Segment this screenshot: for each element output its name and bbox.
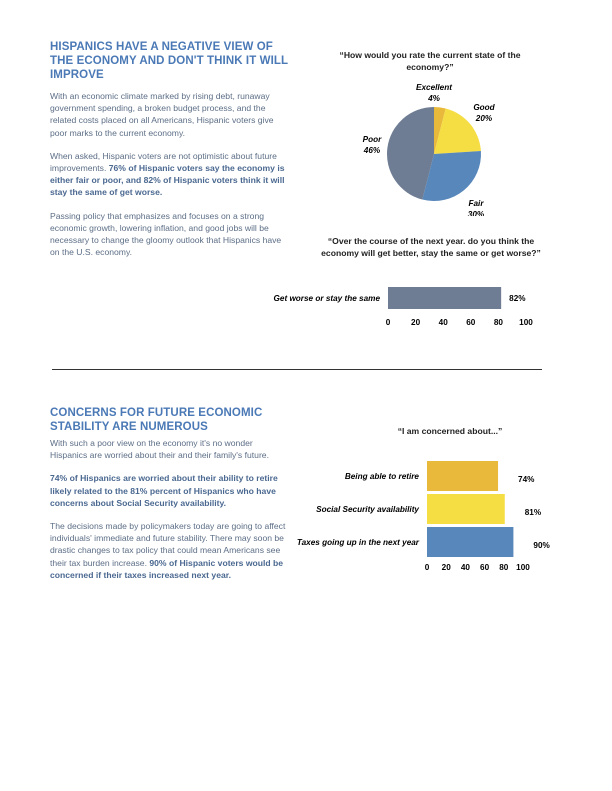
section2-paragraph-3-bold: 90% of Hispanic voters would be concerned if their taxes increased next year.: [50, 557, 284, 580]
section2-heading: CONCERNS FOR FUTURE ECONOMIC STABILITY ARE NUMEROUS: [50, 407, 263, 433]
pie-chart-title: “How would you rate the current state of the economy?”: [339, 50, 521, 72]
x-tick-20: 20: [441, 563, 451, 572]
x-tick-0: 0: [424, 563, 430, 572]
pie-value-poor: 46%: [363, 146, 381, 155]
outlook-chart-title: “Over the course of the next year. do you think the economy will get better, stay the same or get worse?”: [321, 236, 541, 258]
x-tick-60: 60: [480, 563, 490, 572]
x-tick-0: 0: [385, 318, 391, 327]
pie-label-good: Good: [473, 103, 495, 112]
section1-paragraph-2-intro: When asked, Hispanic voters are not optimistic about future improvements.: [50, 150, 277, 174]
pie-label-poor: Poor: [362, 135, 382, 144]
pie-label-excellent: Excellent: [416, 83, 452, 92]
x-tick-100: 100: [519, 318, 533, 327]
section2-text: [50, 406, 290, 581]
section-divider: [52, 369, 542, 370]
section2-paragraph-2: [50, 472, 290, 509]
bar-2: [427, 527, 513, 557]
bar-label-1: Social Security availability: [316, 505, 419, 514]
pie-label-fair: Fair: [468, 199, 484, 208]
bar-value-0: 74%: [518, 475, 535, 484]
concerns-chart-title: “I am concerned about...”: [397, 426, 503, 436]
bar-0: [388, 287, 501, 309]
section1-paragraph-2-bold: 76% of Hispanic voters say the economy is either fair or poor, and 82% of Hispanic voters think it will stay the same of get worse.: [50, 163, 285, 198]
pie-value-good: 20%: [475, 114, 493, 123]
x-tick-100: 100: [516, 563, 530, 572]
concerns-bar-chart: [290, 456, 550, 576]
bar-value-1: 81%: [524, 508, 542, 517]
bar-value-0: 82%: [509, 294, 526, 303]
outlook-bar-chart: [262, 282, 552, 330]
section1-heading: HISPANICS HAVE A NEGATIVE VIEW OF THE ECONOMY AND DON'T THINK IT WILL IMPROVE: [50, 41, 288, 81]
bar-1: [427, 494, 505, 524]
section1-text: [50, 40, 290, 258]
bar-label-0: Get worse or stay the same: [273, 294, 380, 303]
pie-slices: [387, 107, 481, 201]
section2-paragraph-2-bold: 74% of Hispanics are worried about their ability to retire likely related to the 81% percent of Hispanics who have concerns about Social Security availability.: [50, 473, 278, 508]
x-tick-40: 40: [438, 318, 448, 327]
pie-value-fair: 30%: [467, 210, 485, 216]
x-tick-80: 80: [493, 318, 503, 327]
pie-chart: [340, 76, 540, 216]
bar-0: [427, 461, 498, 491]
section1-paragraph-1: With an economic climate marked by rising debt, runaway government spending, a broken budget process, and the related costs placed on all Americans, Hispanic voters give poor marks to the current economy.: [50, 91, 274, 138]
x-tick-80: 80: [499, 563, 509, 572]
section2-paragraph-3: [50, 520, 290, 581]
x-tick-40: 40: [460, 563, 470, 572]
pie-value-excellent: 4%: [428, 94, 440, 103]
x-tick-20: 20: [411, 318, 421, 327]
section2-paragraph-1: With such a poor view on the economy it's no wonder Hispanics are worried about their and their family's future.: [50, 438, 269, 461]
section1-paragraph-3: Passing policy that emphasizes and focuses on a strong economic growth, lowering inflation, and good jobs will be necessary to change the gloomy outlook that Hispanics have on the U.S. economy.: [50, 210, 282, 258]
outlook-bars: [274, 287, 534, 327]
x-tick-60: 60: [466, 318, 476, 327]
bar-label-0: Being able to retire: [344, 472, 419, 481]
bar-value-2: 90%: [533, 541, 550, 550]
bar-label-2: Taxes going up in the next year: [296, 538, 419, 547]
section2-paragraph-3-intro: The decisions made by policymakers today are going to affect individuals' immediate and future stability. There may soon be drastic changes to tax policy that could mean Americans see their tax burden increase.: [50, 521, 286, 568]
concerns-bars: [297, 461, 550, 572]
section1-paragraph-2: [50, 150, 290, 199]
